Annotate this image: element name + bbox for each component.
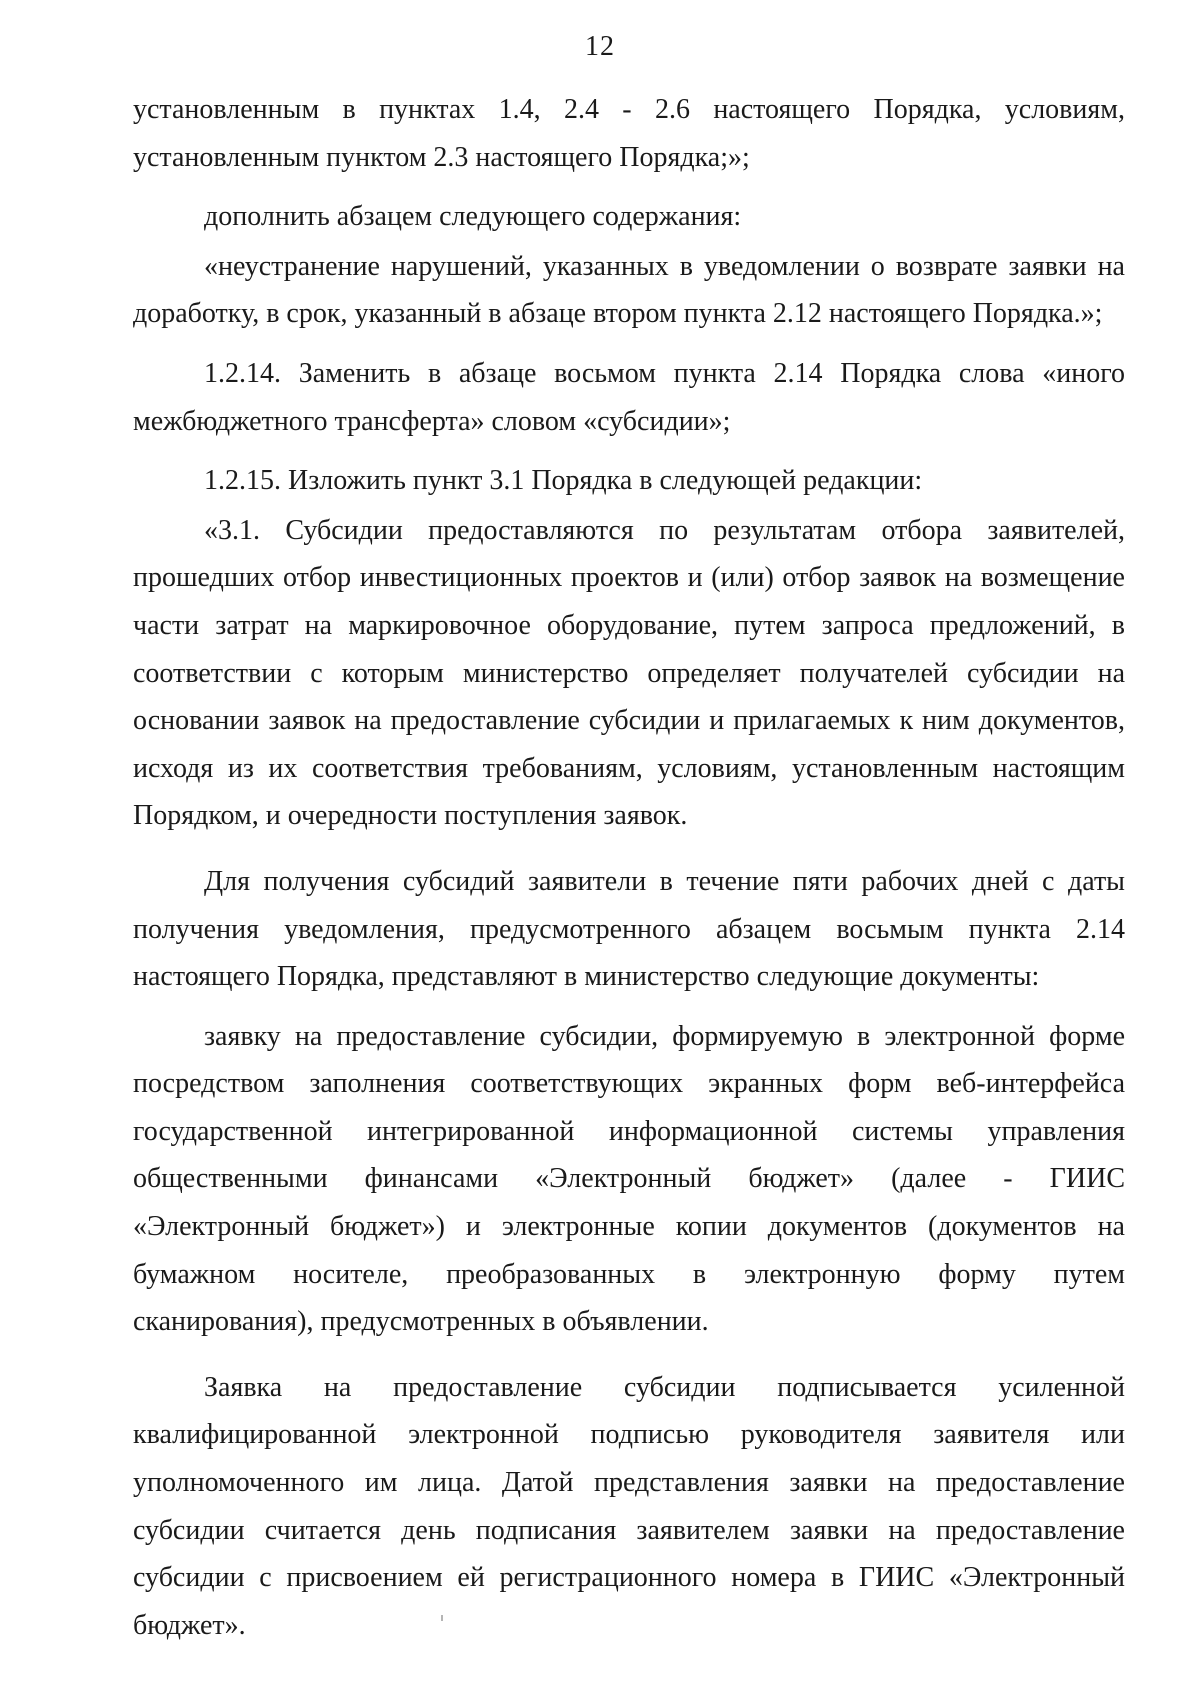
paragraph-section-3-1: «3.1. Субсидии предоставляются по результатам отбора заявителей, прошедших отбор инвестиционных проектов и (или) отбор заявок на возмещение части затрат на маркировочное оборудование, путем запроса предложений, в соответствии с которым министерство определяет получателей субсидии на основании заявок на предоставление субсидии и прилагаемых к ним документов, исходя из их соответствия требованиям, условиям, установленным настоящим Порядком, и очередности поступления заявок.: [133, 514, 1125, 832]
page-number: 12: [585, 31, 615, 62]
document-body: [133, 86, 1125, 1649]
paragraph-application-form: заявку на предоставление субсидии, формируемую в электронной форме посредством заполнения соответствующих экранных форм веб-интерфейса государственной интегрированной информационной системы управления общественными финансами «Электронный бюджет» (далее - ГИИС «Электронный бюджет») и электронные копии документов (документов на бумажном носителе, преобразованных в электронную форму путем сканирования), предусмотренных в объявлении.: [133, 1020, 1125, 1338]
paragraph-application-signing: Заявка на предоставление субсидии подписывается усиленной квалифицированной электронной подписью руководителя заявителя или уполномоченного им лица. Датой представления заявки на предоставление субсидии считается день подписания заявителем заявки на предоставление субсидии с присвоением ей регистрационного номера в ГИИС «Электронный бюджет».: [133, 1371, 1125, 1641]
paragraph-quoted-clause: «неустранение нарушений, указанных в уведомлении о возврате заявки на доработку, в срок, указанный в абзаце втором пункта 2.12 настоящего Порядка.»;: [133, 250, 1125, 330]
paragraph-item-1-2-15: 1.2.15. Изложить пункт 3.1 Порядка в следующей редакции:: [204, 465, 923, 497]
paragraph-add-clause: дополнить абзацем следующего содержания:: [204, 201, 742, 233]
paragraph-item-1-2-14: 1.2.14. Заменить в абзаце восьмом пункта 2.14 Порядка слова «иного межбюджетного трансферта» словом «субсидии»;: [133, 357, 1125, 437]
paragraph-continuation: установленным в пунктах 1.4, 2.4 - 2.6 настоящего Порядка, условиям, установленным пунктом 2.3 настоящего Порядка;»;: [133, 94, 1125, 173]
scan-artifact: [441, 1615, 443, 1621]
paragraph-documents-intro: Для получения субсидий заявители в течение пяти рабочих дней с даты получения уведомления, предусмотренного абзацем восьмым пункта 2.14 настоящего Порядка, представляют в министерство следующие документы:: [133, 865, 1125, 993]
